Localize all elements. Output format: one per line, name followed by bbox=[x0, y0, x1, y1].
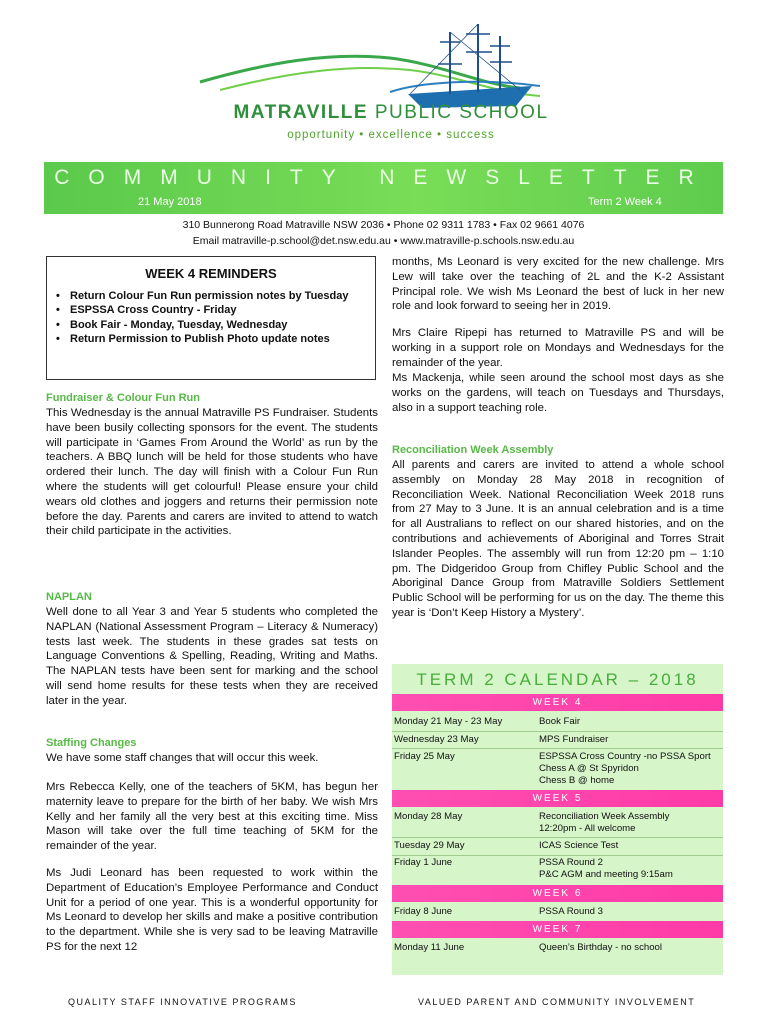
calendar-date: Tuesday 29 May bbox=[394, 840, 465, 851]
calendar-week-header: WEEK 4 bbox=[392, 694, 723, 711]
calendar-week-header: WEEK 6 bbox=[392, 885, 723, 902]
calendar-event: ICAS Science Test bbox=[539, 840, 619, 851]
calendar-event: Reconciliation Week Assembly 12:20pm - All welcome bbox=[539, 811, 670, 835]
calendar-row bbox=[392, 751, 723, 789]
school-name: MATRAVILLE PUBLIC SCHOOL bbox=[233, 102, 549, 123]
calendar-event: Book Fair bbox=[539, 716, 581, 727]
staffing-text-2: Mrs Rebecca Kelly, one of the teachers of 5KM, has begun her maternity leave to prepare for the birth of her baby. We wish Mrs Kelly and her family all the very best at this exciting time. Miss Mason will take over the full time teaching of 5KM for the remainder of the year. bbox=[46, 781, 378, 853]
calendar-date: Friday 8 June bbox=[394, 906, 453, 917]
calendar-row bbox=[392, 857, 723, 885]
issue-date: 21 May 2018 bbox=[138, 196, 202, 208]
staffing-text-5: Mrs Claire Ripepi has returned to Matraville PS and will be working in a support role on Mondays and Wednesdays for the remainder of the year. bbox=[392, 327, 724, 369]
staffing-text-1: We have some staff changes that will occur this week. bbox=[46, 752, 319, 764]
calendar-divider bbox=[392, 748, 723, 749]
issue-term: Term 2 Week 4 bbox=[588, 196, 662, 208]
reminder-item: • Book Fair - Monday, Tuesday, Wednesday bbox=[56, 318, 368, 332]
reconciliation-heading: Reconciliation Week Assembly bbox=[392, 444, 554, 456]
calendar-event: ESPSSA Cross Country -no PSSA Sport Chess A @ St Spyridon Chess B @ home bbox=[539, 751, 711, 787]
staffing-text-6: Ms Mackenja, while seen around the school most days as she works on the gardens, will teach on Tuesdays and Thursdays, also in a support teaching role. bbox=[392, 372, 724, 414]
calendar-date: Friday 25 May bbox=[394, 751, 455, 762]
reminders-title: WEEK 4 REMINDERS bbox=[145, 266, 277, 281]
banner-title: COMMUNITY NEWSLETTER bbox=[54, 166, 713, 189]
calendar-event: PSSA Round 2 P&C AGM and meeting 9:15am bbox=[539, 857, 673, 881]
calendar-title: TERM 2 CALENDAR – 2018 bbox=[416, 670, 699, 689]
fundraiser-text: This Wednesday is the annual Matraville PS Fundraiser. Students have been busily collecting sponsors for the event. The students will participate in ‘Games From Around the World’ as run by the teachers. A BBQ lunch will be held for those students who have ordered their lunch. The day will finish with a Colour Fun Run where the students will get colourful! Please ensure your child wears old clothes and joggers and returns their permission note before the day. Parents and carers are invited to attend to watch their child participate in the activities. bbox=[46, 407, 378, 538]
calendar-date: Monday 11 June bbox=[394, 942, 465, 953]
calendar-divider bbox=[392, 837, 723, 838]
school-address: 310 Bunnerong Road Matraville NSW 2036 • Phone 02 9311 1783 • Fax 02 9661 4076 bbox=[182, 219, 585, 231]
reminder-item: • ESPSSA Cross Country - Friday bbox=[56, 303, 368, 317]
reconciliation-text: All parents and carers are invited to attend a whole school assembly on Monday 28 May 2018 in recognition of Reconciliation Week. National Reconciliation Week 2018 runs from 27 May to 3 June. It is an annual celebration and is a time for all Australians to reflect on our shared histories, and on the contributions and achievements of Aboriginal and Torres Strait Islander Peoples. The assembly will run from 12:20 pm – 1:10 pm. The Didgeridoo Group from Chifley Public School and the Aboriginal Dance Group from Matraville Soldiers Settlement Public School will be performing for us on the day. The theme this year is ‘Don’t Keep History a Mystery’. bbox=[392, 459, 724, 619]
footer-left: QUALITY STAFF INNOVATIVE PROGRAMS bbox=[68, 997, 297, 1007]
calendar-row bbox=[392, 840, 723, 854]
calendar-week-header: WEEK 7 bbox=[392, 921, 723, 938]
reminders-list bbox=[56, 289, 368, 347]
naplan-heading: NAPLAN bbox=[46, 591, 92, 603]
staffing-text-4: months, Ms Leonard is very excited for the new challenge. Mrs Lew will take over the teaching of 2L and the K-2 Assistant Principal role. We wish Ms Leonard the best of luck in her new role and look forward to seeing her in 2019. bbox=[392, 256, 724, 313]
calendar-divider bbox=[392, 855, 723, 856]
calendar-event: MPS Fundraiser bbox=[539, 734, 609, 745]
calendar-date: Monday 21 May - 23 May bbox=[394, 716, 503, 727]
calendar-row bbox=[392, 811, 723, 839]
calendar-divider bbox=[392, 731, 723, 732]
reminder-item: • Return Permission to Publish Photo update notes bbox=[56, 332, 368, 346]
calendar-week-header: WEEK 5 bbox=[392, 790, 723, 807]
naplan-text: Well done to all Year 3 and Year 5 students who completed the NAPLAN (National Assessment Program – Literacy & Numeracy) tests last week. The students in these grades sat tests on Language Conventions & Spelling, Reading, Writing and Maths. The NAPLAN tests have been sent for marking and the school will send home results for these tests when they are received later in the year. bbox=[46, 606, 378, 707]
calendar-row bbox=[392, 906, 723, 920]
calendar-event: PSSA Round 3 bbox=[539, 906, 604, 917]
staffing-text-3: Ms Judi Leonard has been requested to work within the Department of Education’s Employee Performance and Conduct Unit for a period of one year. This is a wonderful opportunity for Ms Leonard to develop her skills and make a positive contribution to the department. While she is very sad to be leaving Matraville PS for the next 12 bbox=[46, 867, 378, 953]
contact-line: Email matraville-p.school@det.nsw.edu.au • www.matraville-p.schools.nsw.edu.au bbox=[192, 235, 575, 247]
calendar-row bbox=[392, 942, 723, 956]
calendar-date: Wednesday 23 May bbox=[394, 734, 479, 745]
fundraiser-heading: Fundraiser & Colour Fun Run bbox=[46, 392, 200, 404]
reminder-item: • Return Colour Fun Run permission notes by Tuesday bbox=[56, 289, 368, 303]
calendar-row bbox=[392, 716, 723, 730]
school-motto: opportunity • excellence • success bbox=[287, 129, 495, 141]
calendar-row bbox=[392, 734, 723, 748]
staffing-heading: Staffing Changes bbox=[46, 737, 137, 749]
footer-right: VALUED PARENT AND COMMUNITY INVOLVEMENT bbox=[418, 997, 696, 1007]
calendar-event: Queen’s Birthday - no school bbox=[539, 942, 663, 953]
calendar-date: Monday 28 May bbox=[394, 811, 463, 822]
calendar-date: Friday 1 June bbox=[394, 857, 453, 868]
